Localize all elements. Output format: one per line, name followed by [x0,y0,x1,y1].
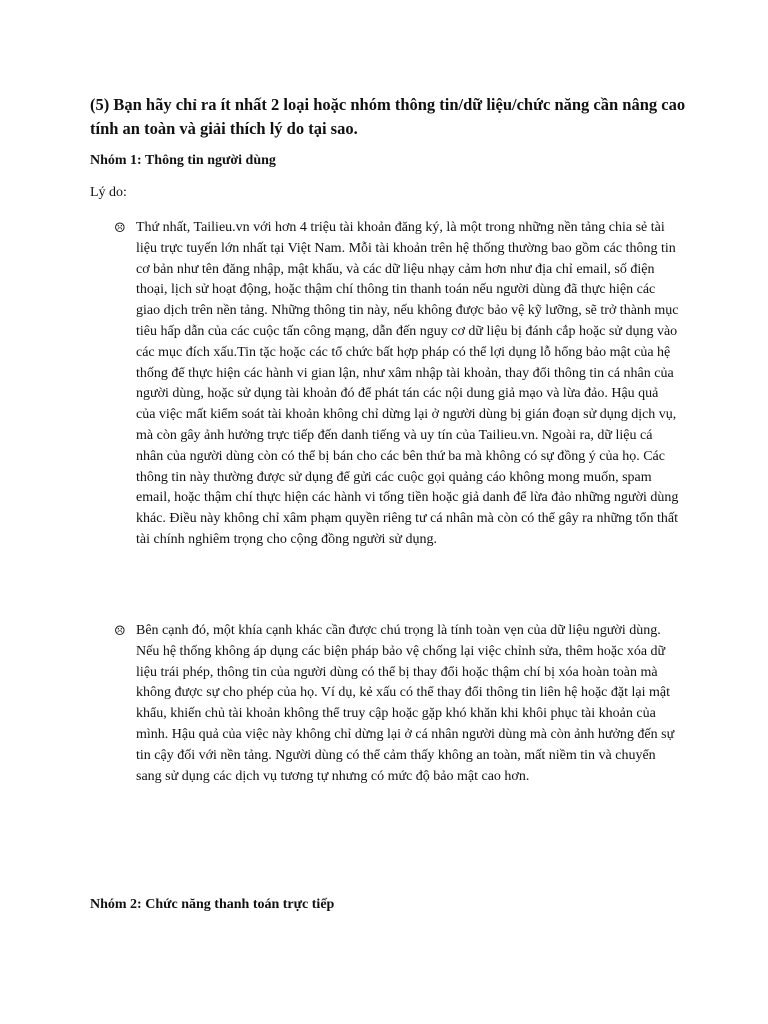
question-heading: (5) Bạn hãy chỉ ra ít nhất 2 loại hoặc nhóm thông tin/dữ liệu/chức năng cần nâng cao tính an toàn và giải thích lý do tại sao. [90,95,686,138]
reason-paragraph-2: Bên cạnh đó, một khía cạnh khác cần được chú trọng là tính toàn vẹn của dữ liệu người dùng. Nếu hệ thống không áp dụng các biện pháp bảo vệ chống lại việc chỉnh sửa, thêm hoặc xóa dữ liệu trái phép, thông tin của người dùng có thể bị thay đổi hoặc thậm chí bị xóa hoàn toàn mà không được sự cho phép của họ. Ví dụ, kẻ xấu có thể thay đổi thông tin liên hệ hoặc đặt lại mật khẩu, khiến chủ tài khoản không thể truy cập hoặc gặp khó khăn khi khôi phục tài khoản của mình. Hậu quả của việc này không chỉ dừng lại ở cá nhân người dùng mà còn ảnh hưởng đến sự tin cậy đối với nền tảng. Người dùng có thể cảm thấy không an toàn, mất niềm tin và chuyển sang sử dụng các dịch vụ tương tự nhưng có mức độ bảo mật cao hơn. [136,623,675,784]
reason-label: Lý do: [90,185,127,200]
frown-bullet-icon: ☹ [114,623,126,638]
group-1-heading: Nhóm 1: Thông tin người dùng [90,153,276,168]
frown-bullet-icon: ☹ [114,220,126,235]
reason-paragraph-1: Thứ nhất, Tailieu.vn với hơn 4 triệu tài khoản đăng ký, là một trong những nền tảng chia sẻ tài liệu trực tuyến lớn nhất tại Việt Nam. Mỗi tài khoản trên hệ thống thường bao gồm các thông tin cơ bản như tên đăng nhập, mật khẩu, và các dữ liệu nhạy cảm hơn như địa chỉ email, số điện thoại, lịch sử hoạt động, hoặc thậm chí thông tin thanh toán nếu người dùng đã thực hiện các giao dịch trên nền tảng. Những thông tin này, nếu không được bảo vệ kỹ lưỡng, sẽ trở thành mục tiêu hấp dẫn của các cuộc tấn công mạng, dẫn đến nguy cơ dữ liệu bị đánh cắp hoặc sử dụng vào các mục đích xấu.Tin tặc hoặc các tổ chức bất hợp pháp có thể lợi dụng lỗ hổng bảo mật của hệ thống để thực hiện các hành vi gian lận, như xâm nhập tài khoản, thay đổi thông tin cá nhân của người dùng, hoặc sử dụng tài khoản đó để phát tán các nội dung giả mạo và lừa đảo. Hậu quả của việc mất kiểm soát tài khoản không chỉ dừng lại ở người dùng bị gián đoạn sử dụng dịch vụ, mà còn gây ảnh hưởng trực tiếp đến danh tiếng và uy tín của Tailieu.vn. Ngoài ra, dữ liệu cá nhân của người dùng còn có thể bị bán cho các bên thứ ba mà không có sự đồng ý của họ. Các thông tin này thường được sử dụng để gửi các cuộc gọi quảng cáo không mong muốn, spam email, hoặc thậm chí thực hiện các hành vi tống tiền hoặc giả danh để lừa đảo những người dùng khác. Điều này không chỉ xâm phạm quyền riêng tư cá nhân mà còn có thể gây ra những tổn thất tài chính nghiêm trọng cho cộng đồng người sử dụng. [136,220,679,547]
group-2-heading: Nhóm 2: Chức năng thanh toán trực tiếp [90,897,335,912]
